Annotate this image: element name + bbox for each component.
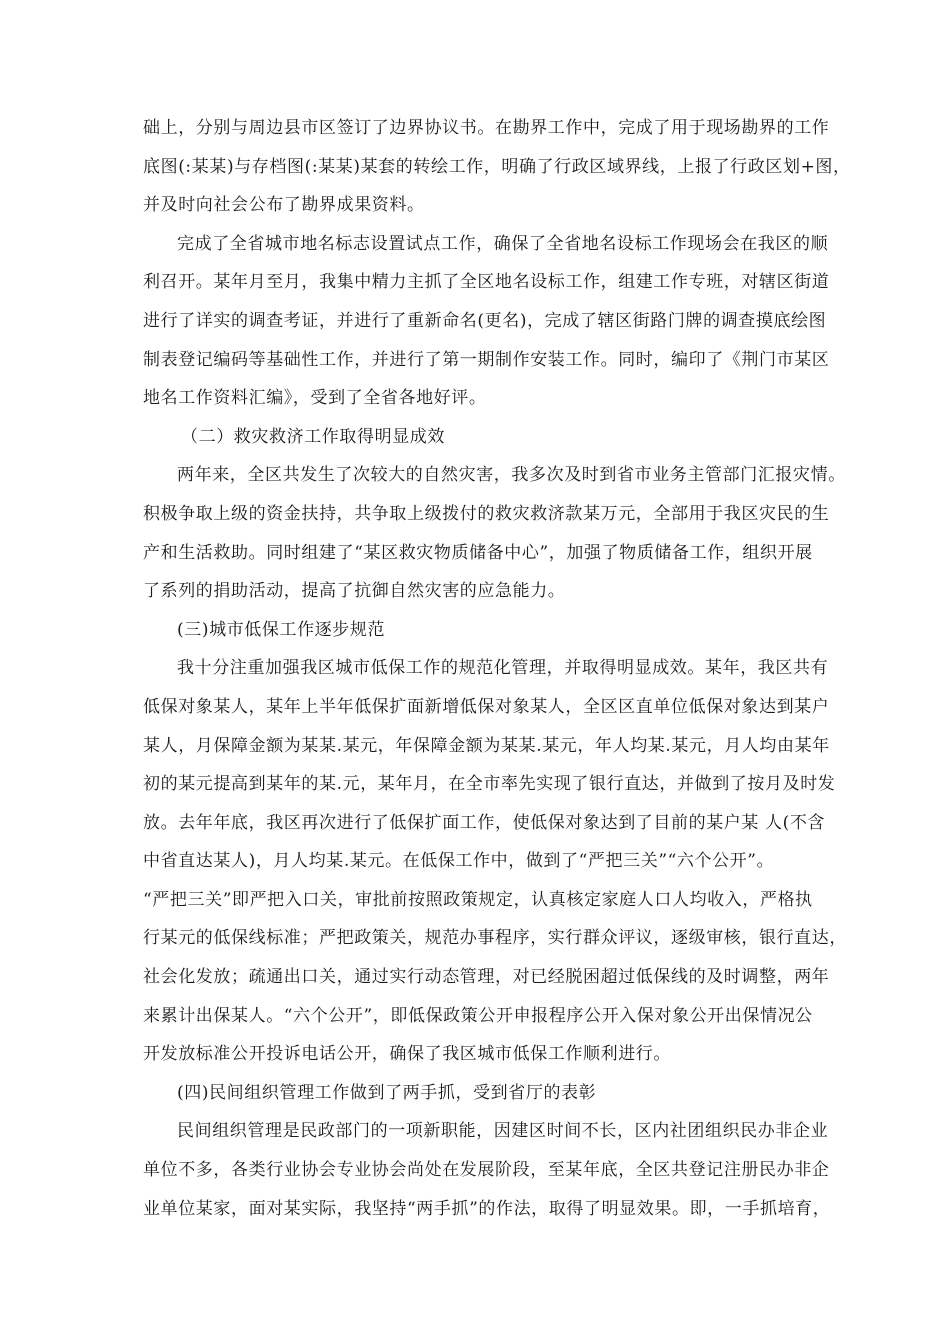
text-line: 地名工作资料汇编》，受到了全省各地好评。 xyxy=(143,388,487,409)
text-line: 础上，分别与周边县市区签订了边界协议书。在勘界工作中，完成了用于现场勘界的工作 xyxy=(143,118,830,138)
document-body xyxy=(143,109,851,1228)
text-line: 单位不多，各类行业协会专业协会尚处在发展阶段，至某年底，全区共登记注册民办非企 xyxy=(143,1160,830,1181)
text-line: 利召开。某年月至月，我集中精力主抓了全区地名设标工作，组建工作专班，对辖区街道 xyxy=(143,272,830,293)
text-line: 进行了详实的调查考证，并进行了重新命名(更名)，完成了辖区街路门牌的调查摸底绘图 xyxy=(143,310,827,331)
text-line: 中省直达某人)，月人均某.某元。在低保工作中，做到了“严把三关”“六个公开”。 xyxy=(143,851,775,872)
section-heading: （二）救灾救济工作取得明显成效 xyxy=(181,426,445,447)
text-line: 初的某元提高到某年的某.元，某年月，在全市率先实现了银行直达，并做到了按月及时发 xyxy=(143,774,836,795)
text-line: 来累计出保某人。“六个公开”，即低保政策公开申报程序公开入保对象公开出保情况公 xyxy=(143,1005,813,1026)
text-line: 低保对象某人，某年上半年低保扩面新增低保对象某人，全区区直单位低保对象达到某户 xyxy=(143,696,830,717)
text-line: 并及时向社会公布了勘界成果资料。 xyxy=(143,195,425,216)
text-line: 放。去年年底，我区再次进行了低保扩面工作，使低保对象达到了目前的某户某 人(不含 xyxy=(143,812,826,833)
paragraph-first-line: 民间组织管理是民政部门的一项新职能，因建区时间不长，区内社团组织民办非企业 xyxy=(177,1121,829,1142)
text-line: “严把三关”即严把入口关，审批前按照政策规定，认真核定家庭人口人均收入，严格执 xyxy=(143,889,813,910)
text-line: 业单位某家，面对某实际，我坚持“两手抓”的作法，取得了明显效果。即，一手抓培育， xyxy=(143,1198,831,1219)
section-heading: (三)城市低保工作逐步规范 xyxy=(177,619,386,640)
text-line: 社会化发放；疏通出口关，通过实行动态管理，对已经脱困超过低保线的及时调整，两年 xyxy=(143,967,830,988)
text-line: 某人，月保障金额为某某.某元，年保障金额为某某.某元，年人均某.某元，月人均由某年 xyxy=(143,735,830,756)
text-line: 行某元的低保线标准；严把政策关，规范办事程序，实行群众评议，逐级审核，银行直达， xyxy=(143,928,847,949)
text-line: 制表登记编码等基础性工作，并进行了第一期制作安装工作。同时，编印了《荆门市某区 xyxy=(143,349,830,370)
text-line: 开发放标准公开投诉电话公开，确保了我区城市低保工作顺利进行。 xyxy=(143,1044,671,1065)
paragraph-first-line: 我十分注重加强我区城市低保工作的规范化管理，并取得明显成效。某年，我区共有 xyxy=(177,658,829,679)
paragraph-first-line: 两年来，全区共发生了次较大的自然灾害，我多次及时到省市业务主管部门汇报灾情。 xyxy=(177,465,846,486)
text-line: 产和生活救助。同时组建了“某区救灾物质储备中心”，加强了物质储备工作，组织开展 xyxy=(143,542,813,563)
paragraph-first-line: 完成了全省城市地名标志设置试点工作，确保了全省地名设标工作现场会在我区的顺 xyxy=(177,233,829,254)
text-line: 底图(:某某)与存档图(:某某)某套的转绘工作，明确了行政区域界线，上报了行政区划+图， xyxy=(143,156,851,177)
text-line: 积极争取上级的资金扶持，共争取上级拨付的救灾救济款某万元，全部用于我区灾民的生 xyxy=(143,503,830,524)
text-line: 了系列的捐助活动，提高了抗御自然灾害的应急能力。 xyxy=(143,581,566,602)
section-heading: (四)民间组织管理工作做到了两手抓，受到省厅的表彰 xyxy=(177,1082,597,1103)
